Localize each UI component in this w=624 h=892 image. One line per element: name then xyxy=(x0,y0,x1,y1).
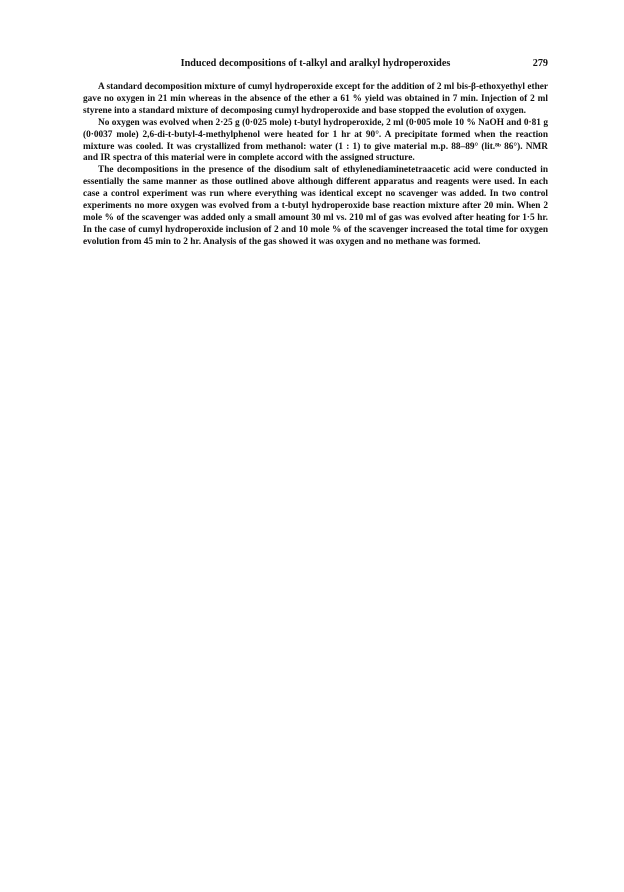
paragraph-edta-scavenger: The decompositions in the presence of the disodium salt of ethylenediaminetetraacetic acid were conducted in essentially the same manner as those outlined above although different apparatus and reagents were used. In each case a control experiment was run where everything was identical except no scavenger was added. In two control experiments no more oxygen was evolved from a t-butyl hydroperoxide base reaction mixture after 20 min. When 2 mole % of the scavenger was added only a small amount 30 ml vs. 210 ml of gas was evolved after heating for 1·5 hr. In the case of cumyl hydroperoxide inclusion of 2 and 10 mole % of the scavenger increased the total time for oxygen evolution from 45 min to 2 hr. Analysis of the gas showed it was oxygen and no methane was formed. xyxy=(83,165,548,247)
paragraph-inhibition-ether-styrene: A standard decomposition mixture of cumyl hydroperoxide except for the addition of 2 ml bis-β-ethoxyethyl ether gave no oxygen in 21 min whereas in the absence of the ether a 61 % yield was obtained in 7 min. Injection of 2 ml styrene into a standard mixture of decomposing cumyl hydroperoxide and base stopped the evolution of oxygen. xyxy=(83,82,548,116)
journal-page xyxy=(83,58,548,249)
running-head-title: Induced decompositions of t-alkyl and aralkyl hydroperoxides xyxy=(180,58,451,69)
paragraph-phenol-scavenger: No oxygen was evolved when 2·25 g (0·025 mole) t-butyl hydroperoxide, 2 ml (0·005 mole 10 % NaOH and 0·81 g (0·0037 mole) 2,6-di-t-butyl-4-methylphenol were heated for 1 hr at 90°. A precipitate formed when the reaction mixture was cooled. It was crystallized from methanol: water (1 : 1) to give material m.p. 88–89° (lit.⁸ᵇ 86°). NMR and IR spectra of this material were in complete accord with the assigned structure. xyxy=(83,117,548,164)
running-head xyxy=(83,58,548,72)
body-text xyxy=(83,82,548,249)
page-number: 279 xyxy=(532,58,548,69)
